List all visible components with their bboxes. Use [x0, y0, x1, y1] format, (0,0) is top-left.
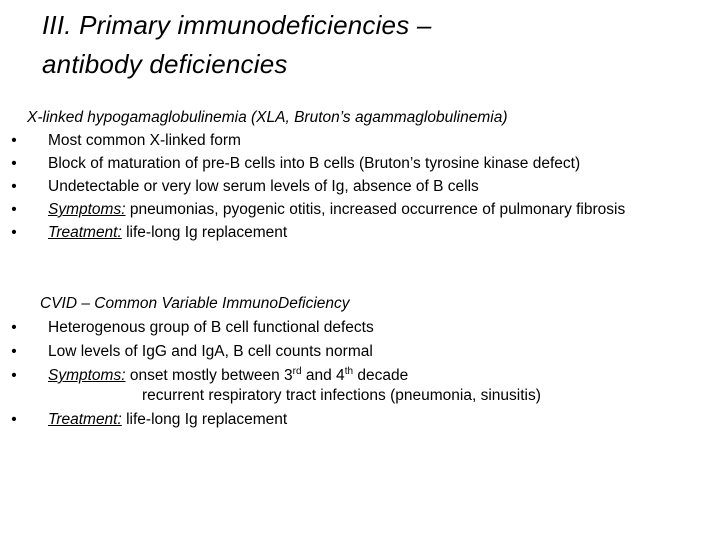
list-item — [0, 318, 698, 338]
cvid-bullet-text: onset mostly between 3 — [125, 367, 293, 384]
bullet-icon: • — [11, 201, 17, 218]
cvid-heading: CVID – Common Variable ImmunoDeficiency — [40, 295, 350, 312]
bullet-icon: • — [11, 367, 17, 384]
xla-bullet-text: Block of maturation of pre-B cells into B cells (Bruton’s tyrosine kinase defect) — [48, 155, 581, 172]
xla-bullet-list — [0, 131, 698, 243]
treatment-label: Treatment: — [48, 224, 122, 241]
list-item — [0, 366, 698, 406]
xla-bullet-text: pneumonias, pyogenic otitis, increased occurrence of pulmonary fibrosis — [125, 201, 626, 218]
cvid-bullet-text: and 4 — [301, 367, 345, 384]
cvid-bullet-text: life-long Ig replacement — [121, 411, 288, 428]
bullet-icon: • — [11, 411, 17, 428]
list-item — [0, 342, 698, 362]
cvid-bullet-text: Low levels of IgG and IgA, B cell counts normal — [48, 343, 373, 360]
xla-bullet-text: Most common X-linked form — [48, 132, 241, 149]
slide-title — [42, 6, 702, 84]
bullet-icon: • — [11, 178, 17, 195]
bullet-icon: • — [11, 319, 17, 336]
slide-title-line-2: antibody deficiencies — [42, 49, 288, 79]
xla-heading: X-linked hypogamaglobulinemia (XLA, Bruton’s agammaglobulinemia) — [27, 109, 508, 126]
slide-title-line-1: III. Primary immunodeficiencies – — [42, 10, 432, 40]
bullet-icon: • — [11, 155, 17, 172]
bullet-icon: • — [11, 224, 17, 241]
list-item — [0, 154, 698, 174]
symptoms-label: Symptoms: — [48, 201, 126, 218]
cvid-bullet-text: decade — [353, 367, 409, 384]
cvid-bullet-text: Heterogenous group of B cell functional defects — [48, 319, 374, 336]
treatment-label: Treatment: — [48, 411, 122, 428]
cvid-bullet-continuation: recurrent respiratory tract infections (pneumonia, sinusitis) — [142, 387, 541, 404]
bullet-icon: • — [11, 132, 17, 149]
list-item — [0, 223, 698, 243]
list-item — [0, 131, 698, 151]
list-item — [0, 410, 698, 430]
ordinal-suffix: th — [344, 365, 354, 377]
cvid-bullet-list — [0, 318, 698, 430]
ordinal-suffix: rd — [292, 365, 302, 377]
xla-bullet-text: life-long Ig replacement — [121, 224, 288, 241]
list-item — [0, 177, 698, 197]
xla-bullet-text: Undetectable or very low serum levels of Ig, absence of B cells — [48, 178, 479, 195]
list-item — [0, 200, 688, 220]
bullet-icon: • — [11, 343, 17, 360]
symptoms-label: Symptoms: — [48, 367, 126, 384]
